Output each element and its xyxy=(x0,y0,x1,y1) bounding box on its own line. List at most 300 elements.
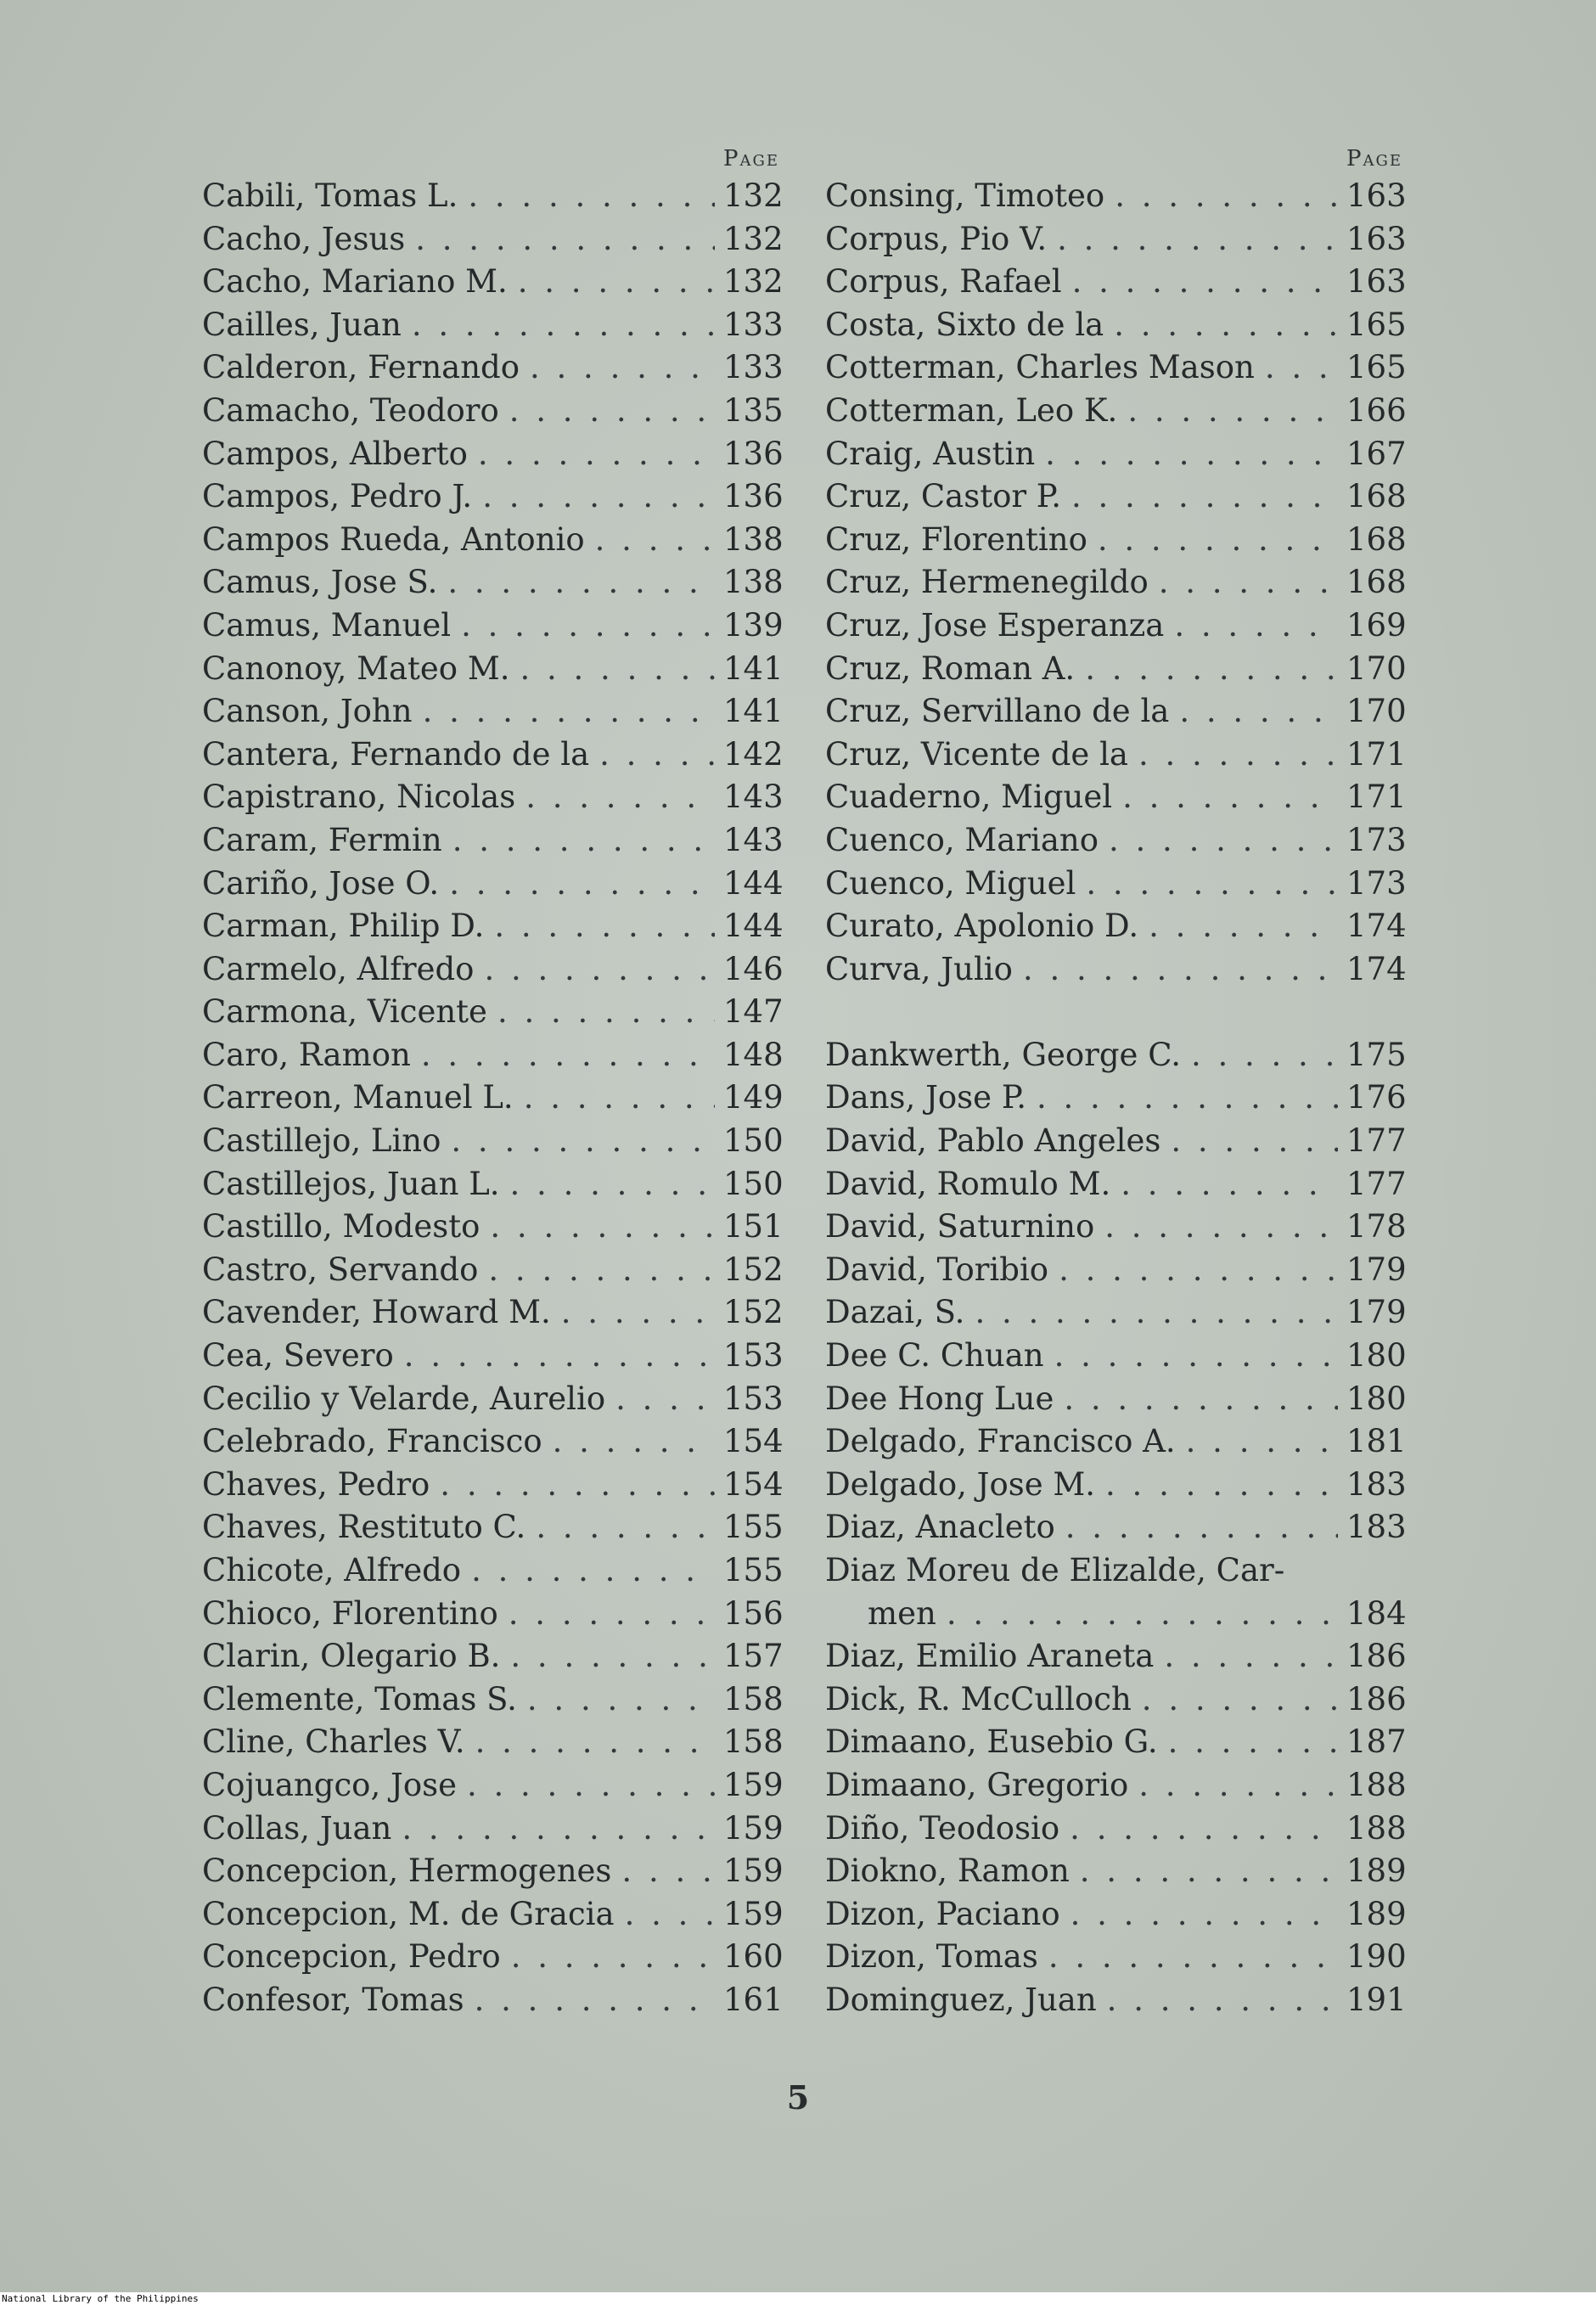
index-entry xyxy=(202,991,784,1034)
index-column-left xyxy=(202,146,784,2022)
index-entry xyxy=(202,690,784,734)
entry-name: Camus, Manuel xyxy=(202,606,452,644)
entry-page-number: 161 xyxy=(723,1981,784,2018)
dot-leader xyxy=(1121,1163,1338,1206)
entry-page-number: 189 xyxy=(1346,1895,1407,1932)
entry-name: David, Saturnino xyxy=(825,1208,1095,1245)
index-entry xyxy=(202,1593,784,1636)
entry-name: Concepcion, Hermogenes xyxy=(202,1852,612,1890)
entry-name: David, Romulo M. xyxy=(825,1165,1111,1202)
entry-name: men xyxy=(868,1594,936,1632)
index-list-right-c xyxy=(825,175,1407,991)
entry-name: Camus, Jose S. xyxy=(202,564,438,601)
entry-name: Dee Hong Lue xyxy=(825,1380,1054,1417)
entry-page-number: 171 xyxy=(1346,735,1407,773)
index-entry xyxy=(825,1420,1407,1464)
entry-name: David, Pablo Angeles xyxy=(825,1122,1161,1160)
dot-leader xyxy=(1065,1506,1338,1549)
index-entry xyxy=(202,1893,784,1937)
index-entry xyxy=(202,261,784,304)
index-entry xyxy=(202,1979,784,2022)
entry-name: Dans, Jose P. xyxy=(825,1079,1026,1116)
entry-name: Castillo, Modesto xyxy=(202,1208,480,1245)
entry-name: Cruz, Hermenegildo xyxy=(825,564,1149,601)
entry-page-number: 166 xyxy=(1346,391,1407,429)
entry-page-number: 159 xyxy=(723,1852,784,1890)
dot-leader xyxy=(621,1850,715,1893)
index-entry xyxy=(202,519,784,562)
entry-page-number: 148 xyxy=(723,1036,784,1073)
entry-page-number: 188 xyxy=(1346,1809,1407,1847)
entry-page-number: 171 xyxy=(1346,779,1407,816)
dot-leader xyxy=(530,346,715,390)
dot-leader xyxy=(490,1206,715,1249)
dot-leader xyxy=(482,475,715,519)
dot-leader xyxy=(1107,1979,1338,2022)
entry-page-number: 158 xyxy=(723,1680,784,1718)
entry-name: Cuenco, Mariano xyxy=(825,821,1099,858)
dot-leader xyxy=(1037,1077,1338,1120)
entry-page-number: 183 xyxy=(1346,1465,1407,1503)
index-entry xyxy=(825,175,1407,218)
index-entry xyxy=(825,1335,1407,1378)
entry-page-number: 184 xyxy=(1346,1594,1407,1632)
entry-name: David, Toribio xyxy=(825,1251,1049,1288)
dot-leader xyxy=(1138,1764,1338,1807)
page-number: 5 xyxy=(786,2078,810,2117)
entry-name: Cailles, Juan xyxy=(202,306,402,343)
entry-page-number: 190 xyxy=(1346,1938,1407,1976)
entry-name: Dominguez, Juan xyxy=(825,1981,1097,2018)
entry-page-number: 191 xyxy=(1346,1981,1407,2018)
entry-page-number: 133 xyxy=(723,306,784,343)
entry-page-number: 152 xyxy=(723,1251,784,1288)
entry-name: Cacho, Mariano M. xyxy=(202,263,508,301)
index-entry xyxy=(825,948,1407,992)
entry-name: Canson, John xyxy=(202,693,413,730)
dot-leader xyxy=(524,1077,715,1120)
dot-leader xyxy=(599,734,715,777)
dot-leader xyxy=(1114,304,1338,347)
index-entry xyxy=(202,1764,784,1807)
index-entry xyxy=(825,1807,1407,1851)
dot-leader xyxy=(1109,819,1338,863)
dot-leader xyxy=(561,1291,715,1335)
entry-name: Costa, Sixto de la xyxy=(825,306,1104,343)
footer-strip xyxy=(0,2292,1596,2305)
entry-name: Concepcion, Pedro xyxy=(202,1938,501,1976)
entry-page-number: 149 xyxy=(723,1079,784,1116)
entry-name: Carman, Philip D. xyxy=(202,908,485,945)
entry-name: Dizon, Paciano xyxy=(825,1895,1060,1932)
dot-leader xyxy=(1072,261,1338,304)
entry-name: Delgado, Francisco A. xyxy=(825,1423,1176,1460)
entry-page-number: 178 xyxy=(1346,1208,1407,1245)
index-entry xyxy=(202,863,784,906)
dot-leader xyxy=(451,1120,715,1163)
entry-name: Consing, Timoteo xyxy=(825,177,1105,214)
entry-name: Carreon, Manuel L. xyxy=(202,1079,514,1116)
entry-name: Calderon, Fernando xyxy=(202,349,520,386)
entry-page-number: 188 xyxy=(1346,1766,1407,1803)
index-entry xyxy=(202,648,784,691)
index-list-right-d-cont xyxy=(825,1635,1407,2021)
dot-leader xyxy=(1023,948,1338,992)
entry-page-number: 176 xyxy=(1346,1079,1407,1116)
entry-page-number: 151 xyxy=(723,1208,784,1245)
dot-leader xyxy=(1115,175,1338,218)
dot-leader xyxy=(468,175,715,218)
entry-page-number: 150 xyxy=(723,1122,784,1160)
dot-leader xyxy=(488,1249,715,1292)
dot-leader xyxy=(625,1893,715,1937)
index-entry xyxy=(202,819,784,863)
entry-page-number: 141 xyxy=(723,649,784,687)
dot-leader xyxy=(975,1291,1338,1335)
entry-name: Collas, Juan xyxy=(202,1809,392,1847)
dot-leader xyxy=(402,1807,715,1851)
dot-leader xyxy=(1164,1635,1338,1678)
entry-name: Cuaderno, Miguel xyxy=(825,779,1113,816)
entry-name: Cecilio y Velarde, Aurelio xyxy=(202,1380,606,1417)
entry-page-number: 156 xyxy=(723,1594,784,1632)
entry-page-number: 159 xyxy=(723,1766,784,1803)
dot-leader xyxy=(484,948,715,992)
entry-name: Campos, Pedro J. xyxy=(202,478,473,515)
entry-name: Dimaano, Gregorio xyxy=(825,1766,1129,1803)
dot-leader xyxy=(509,1593,715,1636)
entry-name: Cuenco, Miguel xyxy=(825,864,1076,902)
dot-leader xyxy=(1142,1678,1338,1722)
entry-page-number: 146 xyxy=(723,950,784,987)
index-entry xyxy=(825,1291,1407,1335)
entry-name: Cruz, Jose Esperanza xyxy=(825,606,1165,644)
entry-page-number: 160 xyxy=(723,1938,784,1976)
entry-page-number: 139 xyxy=(723,606,784,644)
entry-name: Diaz, Anacleto xyxy=(825,1509,1055,1546)
dot-leader xyxy=(525,776,715,819)
index-entry xyxy=(825,1163,1407,1206)
index-entry xyxy=(825,304,1407,347)
entry-name: Dankwerth, George C. xyxy=(825,1036,1181,1073)
entry-name: Campos Rueda, Antonio xyxy=(202,520,585,558)
entry-page-number: 136 xyxy=(723,435,784,472)
index-entry xyxy=(202,1420,784,1464)
dot-leader xyxy=(440,1464,715,1507)
index-entry xyxy=(825,475,1407,519)
entry-name: Diño, Teodosio xyxy=(825,1809,1060,1847)
entry-page-number: 180 xyxy=(1346,1380,1407,1417)
index-entry xyxy=(825,604,1407,648)
entry-name: Camacho, Teodoro xyxy=(202,391,499,429)
entry-name: Cruz, Roman A. xyxy=(825,649,1076,687)
index-entry xyxy=(202,1249,784,1292)
index-entry xyxy=(825,1206,1407,1249)
entry-page-number: 165 xyxy=(1346,349,1407,386)
entry-name: Cea, Severo xyxy=(202,1337,394,1375)
entry-name: Celebrado, Francisco xyxy=(202,1423,542,1460)
entry-page-number: 163 xyxy=(1346,263,1407,301)
index-entry xyxy=(202,304,784,347)
dot-leader xyxy=(1127,390,1338,433)
index-entry xyxy=(202,1850,784,1893)
index-entry xyxy=(825,561,1407,604)
entry-page-number: 153 xyxy=(723,1337,784,1375)
index-entry xyxy=(202,1936,784,1979)
index-entry xyxy=(202,218,784,261)
entry-name: Cruz, Florentino xyxy=(825,520,1087,558)
entry-page-number: 141 xyxy=(723,693,784,730)
index-entry xyxy=(825,1506,1407,1549)
entry-name: Carmona, Vicente xyxy=(202,993,487,1031)
entry-name: Confesor, Tomas xyxy=(202,1981,464,2018)
index-entry xyxy=(825,1764,1407,1807)
entry-page-number: 133 xyxy=(723,349,784,386)
dot-leader xyxy=(475,1979,715,2022)
entry-page-number: 169 xyxy=(1346,606,1407,644)
entry-name: Castillejos, Juan L. xyxy=(202,1165,500,1202)
entry-page-number: 144 xyxy=(723,864,784,902)
entry-page-number: 138 xyxy=(723,564,784,601)
dot-leader xyxy=(1086,863,1338,906)
entry-page-number: 155 xyxy=(723,1509,784,1546)
index-entry xyxy=(825,1120,1407,1163)
entry-page-number: 136 xyxy=(723,478,784,515)
entry-page-number: 153 xyxy=(723,1380,784,1417)
index-entry xyxy=(202,346,784,390)
entry-page-number: 173 xyxy=(1346,821,1407,858)
index-entry xyxy=(825,819,1407,863)
entry-name: Clarin, Olegario B. xyxy=(202,1638,501,1675)
dot-leader xyxy=(553,1420,715,1464)
dot-leader xyxy=(947,1593,1338,1636)
entry-name: Cariño, Jose O. xyxy=(202,864,440,902)
entry-name: Canonoy, Mateo M. xyxy=(202,649,510,687)
dot-leader xyxy=(447,561,715,604)
entry-page-number: 179 xyxy=(1346,1294,1407,1331)
entry-page-number: 143 xyxy=(723,779,784,816)
index-entry xyxy=(825,1850,1407,1893)
entry-page-number: 175 xyxy=(1346,1036,1407,1073)
entry-page-number: 189 xyxy=(1346,1852,1407,1890)
entry-name: Craig, Austin xyxy=(825,435,1036,472)
entry-name: Cantera, Fernando de la xyxy=(202,735,590,773)
entry-name: Diaz Moreu de Elizalde, Car- xyxy=(825,1552,1285,1588)
entry-name: Cabili, Tomas L. xyxy=(202,177,458,214)
entry-page-number: 147 xyxy=(723,993,784,1031)
entry-page-number: 154 xyxy=(723,1465,784,1503)
index-entry xyxy=(825,261,1407,304)
dot-leader xyxy=(1149,905,1338,948)
entry-name: Corpus, Pio V. xyxy=(825,220,1048,257)
index-entry xyxy=(202,1077,784,1120)
entry-name: Dee C. Chuan xyxy=(825,1337,1044,1375)
index-entry xyxy=(202,1120,784,1163)
entry-page-number: 163 xyxy=(1346,220,1407,257)
dot-leader xyxy=(1168,1721,1338,1764)
index-entry xyxy=(202,1464,784,1507)
entry-page-number: 186 xyxy=(1346,1638,1407,1675)
entry-name: Curato, Apolonio D. xyxy=(825,908,1139,945)
entry-name: Castillejo, Lino xyxy=(202,1122,441,1160)
index-column-right xyxy=(825,146,1407,2022)
entry-name: Castro, Servando xyxy=(202,1251,479,1288)
entry-name: Diokno, Ramon xyxy=(825,1852,1070,1890)
index-list-left xyxy=(202,175,784,2022)
entry-page-number: 168 xyxy=(1346,520,1407,558)
entry-page-number: 142 xyxy=(723,735,784,773)
dot-leader xyxy=(471,1549,715,1593)
entry-name: Dick, R. McCulloch xyxy=(825,1680,1132,1718)
entry-name: Curva, Julio xyxy=(825,950,1013,987)
index-entry xyxy=(202,734,784,777)
dot-leader xyxy=(536,1506,715,1549)
entry-name: Corpus, Rafael xyxy=(825,263,1062,301)
entry-page-number: 167 xyxy=(1346,435,1407,472)
index-entry xyxy=(825,1034,1407,1077)
dot-leader xyxy=(1174,604,1338,648)
dot-leader xyxy=(1159,561,1338,604)
entry-page-number: 150 xyxy=(723,1165,784,1202)
index-entry xyxy=(202,1807,784,1851)
dot-leader xyxy=(509,390,715,433)
entry-name: Diaz, Emilio Araneta xyxy=(825,1638,1155,1675)
index-entry-continuation xyxy=(825,1593,1407,1636)
dot-leader xyxy=(404,1335,715,1378)
entry-page-number: 135 xyxy=(723,391,784,429)
index-entry xyxy=(825,1549,1402,1593)
index-entry xyxy=(825,863,1407,906)
entry-name: Caro, Ramon xyxy=(202,1036,411,1073)
dot-leader xyxy=(467,1764,715,1807)
entry-name: Cruz, Servillano de la xyxy=(825,693,1170,730)
entry-name: Cojuangco, Jose xyxy=(202,1766,457,1803)
dot-leader xyxy=(497,991,715,1034)
entry-page-number: 163 xyxy=(1346,177,1407,214)
index-entry xyxy=(825,218,1407,261)
entry-page-number: 179 xyxy=(1346,1251,1407,1288)
entry-page-number: 180 xyxy=(1346,1337,1407,1375)
dot-leader xyxy=(1071,1893,1338,1937)
dot-leader xyxy=(1098,519,1338,562)
index-entry xyxy=(202,905,784,948)
dot-leader xyxy=(1057,218,1338,261)
entry-page-number: 138 xyxy=(723,520,784,558)
entry-name: Chicote, Alfredo xyxy=(202,1552,462,1588)
entry-name: Dizon, Tomas xyxy=(825,1938,1038,1976)
dot-leader xyxy=(412,304,715,347)
dot-leader xyxy=(1138,734,1338,777)
entry-name: Cavender, Howard M. xyxy=(202,1294,551,1331)
library-credit: National Library of the Philippines xyxy=(2,2293,199,2304)
entry-page-number: 152 xyxy=(723,1294,784,1331)
entry-page-number: 157 xyxy=(723,1638,784,1675)
entry-page-number: 143 xyxy=(723,821,784,858)
entry-name: Cacho, Jesus xyxy=(202,220,406,257)
entry-name: Chaves, Restituto C. xyxy=(202,1509,526,1546)
index-entry xyxy=(825,648,1407,691)
index-entry xyxy=(202,1206,784,1249)
entry-page-number: 168 xyxy=(1346,564,1407,601)
dot-leader xyxy=(1059,1249,1338,1292)
entry-name: Capistrano, Nicolas xyxy=(202,779,516,816)
dot-leader xyxy=(1179,690,1338,734)
dot-leader xyxy=(449,863,715,906)
dot-leader xyxy=(510,1163,715,1206)
entry-name: Cotterman, Leo K. xyxy=(825,391,1118,429)
entry-name: Clemente, Tomas S. xyxy=(202,1680,517,1718)
index-entry xyxy=(202,433,784,476)
dot-leader xyxy=(478,433,715,476)
entry-page-number: 181 xyxy=(1346,1423,1407,1460)
index-entry xyxy=(825,1249,1407,1292)
index-entry xyxy=(825,1378,1407,1421)
dot-leader xyxy=(520,648,715,691)
index-entry xyxy=(825,1979,1407,2022)
index-entry xyxy=(825,519,1407,562)
entry-name: Caram, Fermin xyxy=(202,821,442,858)
entry-name: Carmelo, Alfredo xyxy=(202,950,475,987)
index-entry xyxy=(825,433,1407,476)
index-entry xyxy=(202,1721,784,1764)
index-entry xyxy=(202,390,784,433)
index-entry xyxy=(202,1163,784,1206)
entry-page-number: 177 xyxy=(1346,1165,1407,1202)
index-entry xyxy=(202,776,784,819)
dot-leader xyxy=(595,519,715,562)
index-entry xyxy=(825,1936,1407,1979)
entry-name: Dimaano, Eusebio G. xyxy=(825,1723,1158,1761)
index-entry xyxy=(825,776,1407,819)
index-entry xyxy=(825,1635,1407,1678)
entry-page-number: 132 xyxy=(723,263,784,301)
dot-leader xyxy=(1045,433,1338,476)
index-entry xyxy=(202,948,784,992)
index-entry xyxy=(825,1893,1407,1937)
entry-page-number: 158 xyxy=(723,1723,784,1761)
entry-name: Cruz, Castor P. xyxy=(825,478,1061,515)
dot-leader xyxy=(423,690,715,734)
entry-page-number: 159 xyxy=(723,1809,784,1847)
index-entry xyxy=(825,734,1407,777)
entry-name: Cotterman, Charles Mason xyxy=(825,349,1255,386)
entry-page-number: 186 xyxy=(1346,1680,1407,1718)
entry-page-number: 173 xyxy=(1346,864,1407,902)
dot-leader xyxy=(1265,346,1338,390)
dot-leader xyxy=(511,1936,715,1979)
entry-name: Chaves, Pedro xyxy=(202,1465,430,1503)
index-entry xyxy=(202,1291,784,1335)
entry-page-number: 177 xyxy=(1346,1122,1407,1160)
index-entry xyxy=(202,1378,784,1421)
dot-leader xyxy=(1064,1378,1338,1421)
dot-leader xyxy=(1054,1335,1338,1378)
index-entry xyxy=(202,604,784,648)
index-entry xyxy=(825,690,1407,734)
dot-leader xyxy=(452,819,715,863)
dot-leader xyxy=(421,1034,715,1077)
entry-name: Delgado, Jose M. xyxy=(825,1465,1096,1503)
index-list-right-d xyxy=(825,1034,1407,1549)
index-entry xyxy=(825,1464,1407,1507)
dot-leader xyxy=(518,261,715,304)
index-entry xyxy=(825,1077,1407,1120)
dot-leader xyxy=(461,604,715,648)
entry-page-number: 170 xyxy=(1346,693,1407,730)
dot-leader xyxy=(1104,1206,1338,1249)
entry-page-number: 144 xyxy=(723,908,784,945)
entry-page-number: 174 xyxy=(1346,950,1407,987)
